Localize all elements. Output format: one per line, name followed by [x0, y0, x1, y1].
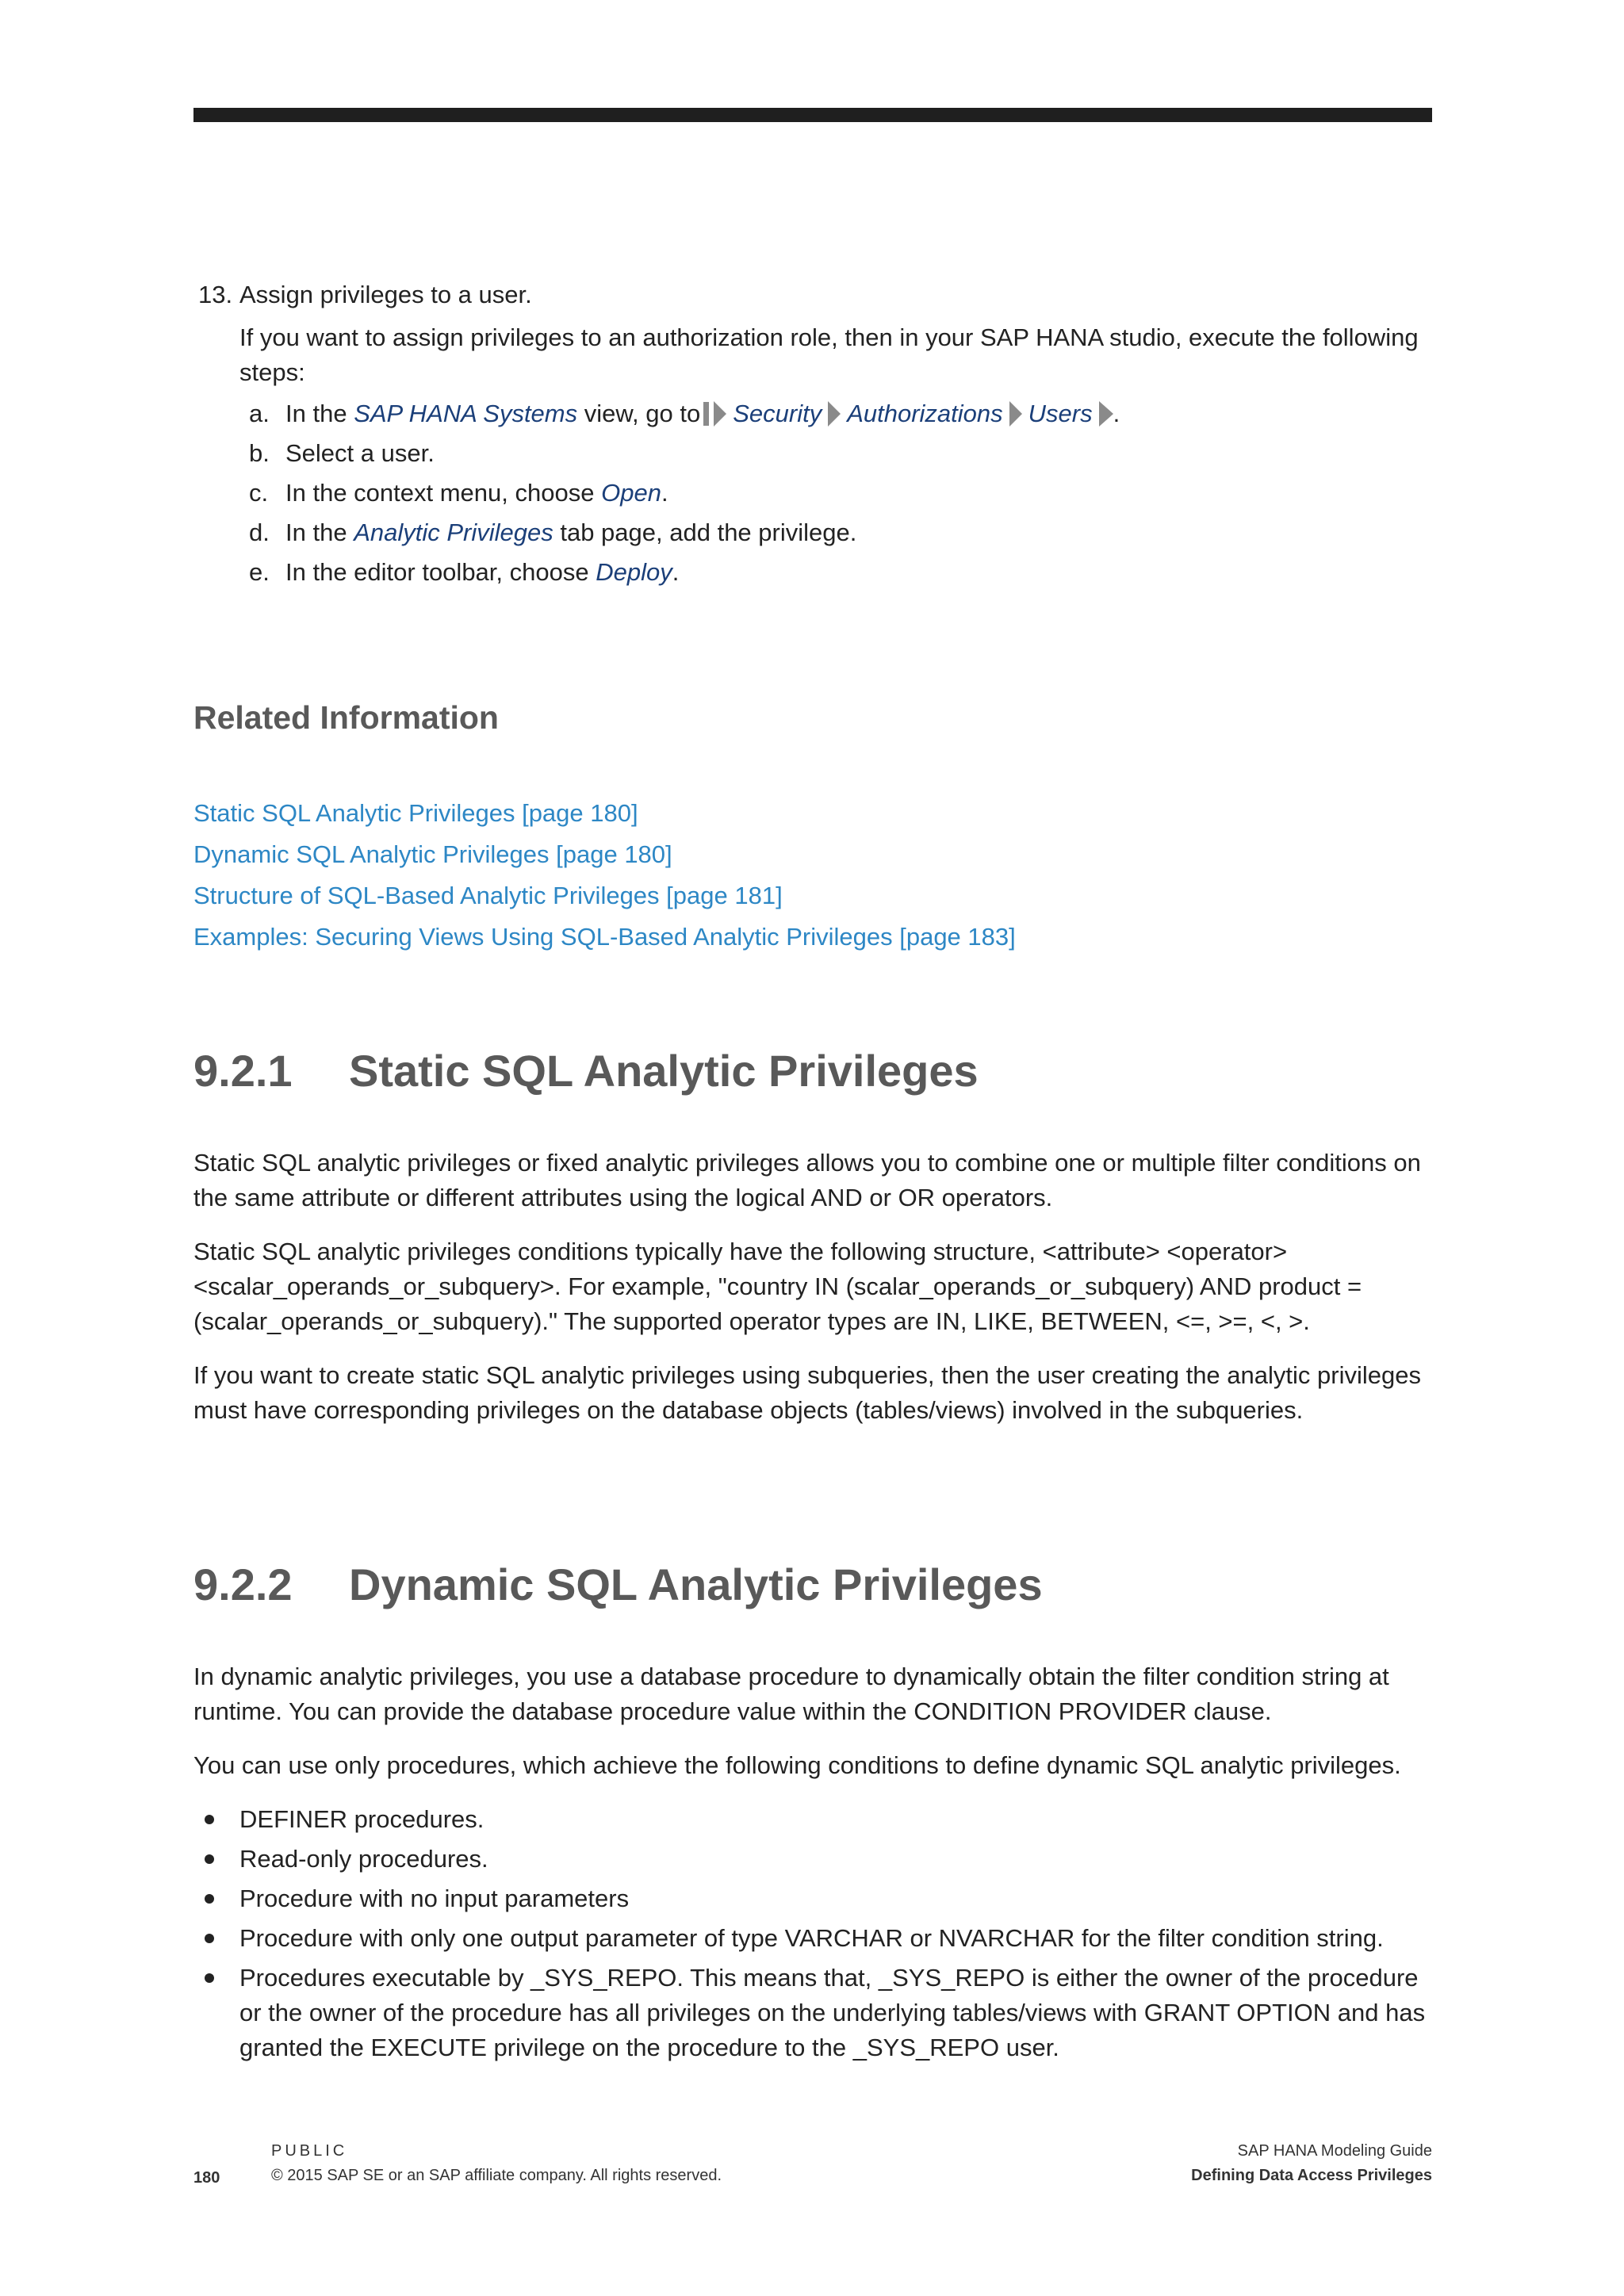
footer-left: [271, 2142, 722, 2185]
section-title: Static SQL Analytic Privileges: [349, 1046, 979, 1096]
page-number: 180: [193, 2169, 220, 2187]
path-security: Security: [733, 400, 822, 427]
substep-d: d. In the Analytic Privileges tab page, add the privilege.: [249, 519, 857, 546]
section-heading: [193, 1559, 1432, 1610]
classification-label: PUBLIC: [271, 2142, 348, 2160]
substep-c: c. In the context menu, choose Open.: [249, 479, 668, 507]
bullet-list: [193, 1802, 1432, 2065]
related-links: [193, 793, 1016, 958]
related-information-heading: Related Information: [193, 699, 499, 736]
ui-term-analytic-privileges: Analytic Privileges: [354, 519, 553, 546]
list-item: Procedures executable by _SYS_REPO. This means that, _SYS_REPO is either the owner of the procedure or the owner of the procedure has all privileges on the underlying tables/views with GRANT OPTION and has granted the EXECUTE privilege on the procedure to the _SYS_REPO user.: [193, 1961, 1432, 2065]
path-arrow-icon: [828, 401, 841, 427]
list-item: Procedure with only one output parameter of type VARCHAR or NVARCHAR for the filter condition string.: [193, 1921, 1432, 1956]
substep-e: e. In the editor toolbar, choose Deploy.: [249, 558, 680, 586]
substep-list: [239, 396, 1432, 590]
path-start-icon: [703, 402, 709, 426]
ui-term-open: Open: [601, 479, 661, 507]
section-number: 9.2.1: [193, 1046, 293, 1096]
list-item: Read-only procedures.: [193, 1842, 1432, 1877]
section-9-2-1: [193, 1045, 1432, 1447]
ui-term-deploy: Deploy: [596, 558, 672, 586]
step-description: If you want to assign privileges to an authorization role, then in your SAP HANA studio, execute the following steps:: [239, 323, 1419, 386]
link-structure-sql-based-analytic-privileges[interactable]: Structure of SQL-Based Analytic Privileges [page 181]: [193, 882, 783, 909]
footer-right: [1191, 2142, 1432, 2185]
procedure-step-13: [193, 277, 1432, 590]
substep-a: a. In the SAP HANA Systems view, go to Security Authorizations Users .: [249, 400, 1120, 427]
paragraph: In dynamic analytic privileges, you use a database procedure to dynamically obtain the filter condition string at runtime. You can provide the database procedure value within the CONDITION PROVIDER clause.: [193, 1663, 1389, 1725]
section-title: Dynamic SQL Analytic Privileges: [349, 1559, 1043, 1609]
top-rule: [193, 108, 1432, 122]
link-dynamic-sql-analytic-privileges[interactable]: Dynamic SQL Analytic Privileges [page 180]: [193, 840, 672, 868]
paragraph: If you want to create static SQL analytic privileges using subqueries, then the user creating the analytic privileges must have corresponding privileges on the database objects (tables/views) involved in the subqueries.: [193, 1361, 1421, 1424]
section-number: 9.2.2: [193, 1559, 293, 1609]
substep-b: b. Select a user.: [249, 439, 435, 467]
path-authorizations: Authorizations: [847, 400, 1003, 427]
copyright-text: © 2015 SAP SE or an SAP affiliate company. All rights reserved.: [271, 2167, 722, 2184]
page-content: [193, 277, 1432, 2061]
ui-term-sap-hana-systems: SAP HANA Systems: [354, 400, 578, 427]
step-number: 13.: [198, 281, 233, 308]
chapter-title: Defining Data Access Privileges: [1191, 2167, 1432, 2184]
paragraph: Static SQL analytic privileges or fixed analytic privileges allows you to combine one or multiple filter conditions on the same attribute or different attributes using the logical AND or OR operators.: [193, 1149, 1421, 1211]
section-heading: [193, 1045, 1432, 1096]
link-static-sql-analytic-privileges[interactable]: Static SQL Analytic Privileges [page 180]: [193, 799, 638, 827]
paragraph: You can use only procedures, which achieve the following conditions to define dynamic SQL analytic privileges.: [193, 1751, 1401, 1779]
link-examples-securing-views[interactable]: Examples: Securing Views Using SQL-Based Analytic Privileges [page 183]: [193, 923, 1016, 951]
path-arrow-icon: [1009, 401, 1022, 427]
list-item: Procedure with no input parameters: [193, 1881, 1432, 1916]
step-title: Assign privileges to a user.: [239, 281, 532, 308]
section-9-2-2: [193, 1559, 1432, 2070]
path-arrow-icon: [714, 401, 726, 427]
path-end-icon: [1099, 401, 1113, 427]
list-item: DEFINER procedures.: [193, 1802, 1432, 1837]
paragraph: Static SQL analytic privileges conditions typically have the following structure, <attribute> <operator> <scalar_operands_or_subquery>. For example, "country IN (scalar_operands_or_subquery) AND product = (scalar_operands_or_subquery)." The supported operator types are IN, LIKE, BETWEEN, <=, >=, <, >.: [193, 1238, 1362, 1335]
path-users: Users: [1028, 400, 1093, 427]
guide-title: SAP HANA Modeling Guide: [1237, 2142, 1432, 2160]
